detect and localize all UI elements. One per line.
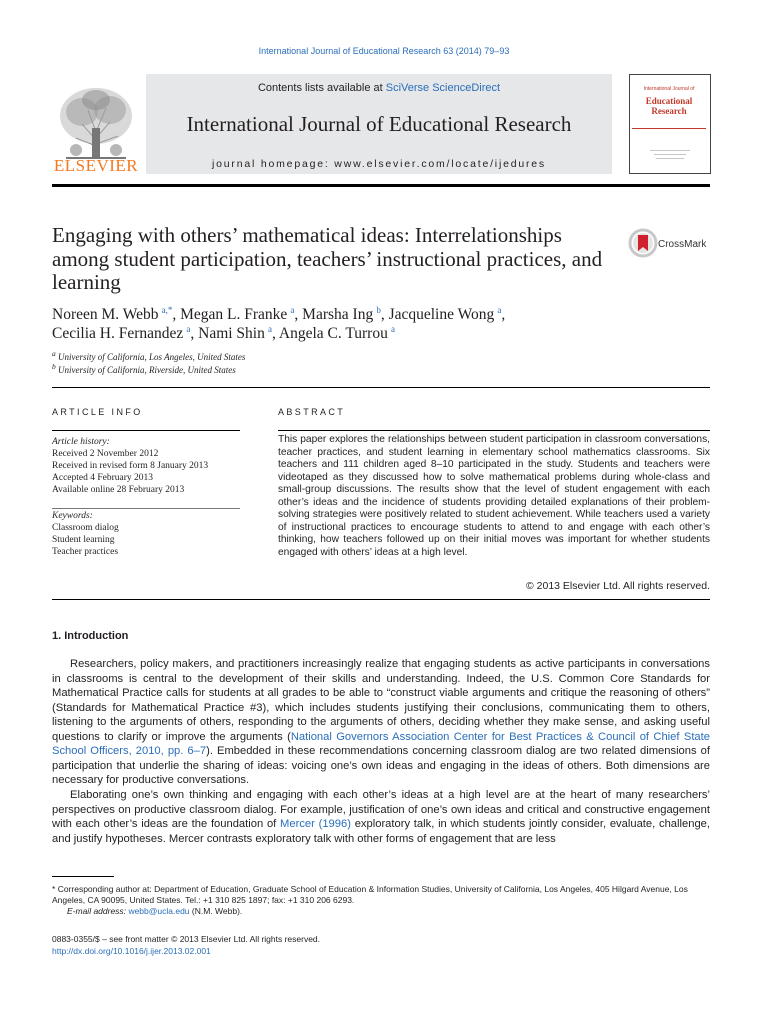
- article-history: [52, 436, 252, 496]
- author-separator: ,: [172, 306, 181, 323]
- citation-link[interactable]: Mercer (1996): [280, 818, 351, 830]
- header-rule: [52, 184, 710, 187]
- author-affiliation-marker[interactable]: a: [267, 324, 272, 334]
- email-suffix: (N.M. Webb).: [189, 906, 243, 916]
- contents-prefix: Contents lists available at: [257, 82, 386, 94]
- journal-homepage[interactable]: journal homepage: www.elsevier.com/locate/ijedures: [212, 158, 546, 170]
- author-affiliation-marker[interactable]: a: [390, 324, 395, 334]
- author-separator: ,: [190, 325, 199, 342]
- paragraph-text: Researchers, policy makers, and practitioners increasingly realize that engaging students as active participants in conversations in classrooms is central to the development of their skills and understanding. Indeed, the U.S. Common Core Standards for Mathematical Practice calls for students at all grades to be able to “construct viable arguments and critique the reasoning of others” (Standards for Mathematical Practice #3), which includes students justifying their conclusions, communicating them to others, listening to the arguments of others, responding to the arguments of others, deciding whether they make sense, and asking useful questions to clarify or improve the arguments (: [52, 658, 710, 743]
- elsevier-logo-text: ELSEVIER: [53, 156, 139, 175]
- keywords: [52, 510, 252, 558]
- body-paragraph: [52, 788, 710, 846]
- paragraph-text: Elaborating one’s own thinking and engaging with each other’s ideas at a high level are at the heart of many researchers’ perspectives on productive classroom dialog. For example, justification of one’s own ideas and critical and constructive engagement with each other’s ideas are the foundation of: [52, 789, 710, 830]
- journal-citation[interactable]: International Journal of Educational Research 63 (2014) 79–93: [258, 46, 510, 56]
- paragraph-text: ). Embedded in these recommendations concerning classroom dialog are two related dimensions of participation that underlie the sharing of ideas: voicing one’s own ideas and engaging in the ideas of others. Both dimensions are necessary for productive conversations.: [52, 745, 710, 786]
- footnote-star: *: [52, 884, 56, 894]
- issn-block: [52, 933, 320, 957]
- history-item: Accepted 4 February 2013: [52, 473, 154, 483]
- author-name: Megan L. Franke: [180, 306, 288, 323]
- cover-text-line: [650, 150, 690, 151]
- history-label: Article history:: [52, 437, 110, 447]
- section-rule: [52, 387, 710, 388]
- cover-small-text: International Journal of: [643, 86, 695, 92]
- sciencedirect-link[interactable]: SciVerse ScienceDirect: [385, 82, 501, 94]
- keyword-item: Teacher practices: [52, 547, 119, 557]
- affiliation-label: b: [52, 362, 56, 371]
- issn-line: 0883-0355/$ – see front matter © 2013 Elsevier Ltd. All rights reserved.: [52, 934, 321, 944]
- abstract-rule: [278, 430, 710, 431]
- author-name: Noreen M. Webb: [52, 306, 159, 323]
- author-affiliation-marker[interactable]: a: [186, 324, 191, 334]
- section-rule: [52, 599, 710, 600]
- keyword-item: Student learning: [52, 535, 115, 545]
- copyright-notice: © 2013 Elsevier Ltd. All rights reserved.: [526, 580, 710, 592]
- article-info-heading: ARTICLE INFO: [52, 407, 143, 417]
- affiliation: [52, 349, 245, 362]
- citation-link[interactable]: National Governors Association Center for Best Practices & Council of Chief State School Officers, 2010, pp. 6–7: [52, 730, 710, 757]
- author-separator: ,: [294, 306, 303, 323]
- affiliation: [52, 362, 236, 375]
- article-info-divider: [52, 508, 240, 509]
- footnote-rule: [52, 876, 114, 877]
- introduction-heading: 1. Introduction: [52, 630, 129, 642]
- author-name: Nami Shin: [198, 325, 265, 342]
- keywords-label: Keywords:: [52, 511, 93, 521]
- cover-title-line: Educational: [645, 96, 693, 106]
- author-separator: ,: [380, 306, 389, 323]
- author-name: Cecilia H. Fernandez: [52, 325, 184, 342]
- author-affiliation-marker[interactable]: b: [376, 305, 381, 315]
- corresponding-author-note: [52, 884, 710, 906]
- email-link[interactable]: webb@ucla.edu: [128, 906, 190, 916]
- affiliation-text: University of California, Los Angeles, United States: [58, 352, 246, 362]
- journal-title: International Journal of Educational Research: [186, 112, 572, 136]
- affiliation-label: a: [52, 349, 56, 358]
- cover-text-line: [656, 158, 684, 159]
- author-affiliation-marker[interactable]: a: [290, 305, 295, 315]
- article-title: Engaging with others’ mathematical ideas: Interrelationships among student participation, teachers’ instructional practices, and learning: [52, 223, 603, 294]
- author-affiliation-marker[interactable]: a,*: [161, 305, 173, 315]
- cover-divider: [632, 128, 706, 129]
- author-separator: ,: [501, 306, 506, 323]
- abstract-text: This paper explores the relationships between student participation in classroom conversations, teacher practices, and student learning in elementary school mathematics classrooms. Six teachers and 111 children aged 8–10 participated in the study. Students and teachers were videotaped as they discussed how to solve mathematical problems during whole-class and small-group discussions. The results show that the level of student engagement with each other’s ideas and the incidence of students providing detailed explanations of their problem-solving strategies were positively related to student achievement. While teachers used a variety of instructional practices to encourage students to attend to and engage with each other’s thinking, how teachers followed up on their initial moves was important for whether students engaged with others’ ideas at a high level.: [278, 434, 710, 558]
- cover-title: [632, 96, 706, 116]
- cover-text-line: [654, 154, 686, 155]
- history-item: Received in revised form 8 January 2013: [52, 461, 209, 471]
- author-name: Marsha Ing: [302, 306, 374, 323]
- body-paragraph: [52, 657, 710, 788]
- author-affiliation-marker[interactable]: a: [497, 305, 502, 315]
- footnote-text: Corresponding author at: Department of Education, Graduate School of Education & Information Studies, University of California, Los Angeles, 405 Hilgard Avenue, Los Angeles, CA 90095, United States. Tel.: +1 310 825 1897; fax: +1 310 206 6293.: [52, 884, 688, 905]
- keyword-item: Classroom dialog: [52, 523, 119, 533]
- author-separator: ,: [271, 325, 279, 342]
- affiliation-text: University of California, Riverside, United States: [58, 365, 236, 375]
- crossmark-icon[interactable]: [628, 228, 714, 258]
- email-line: [52, 906, 710, 917]
- author-name: Angela C. Turrou: [278, 325, 388, 342]
- abstract-heading: ABSTRACT: [278, 407, 346, 417]
- paragraph-text: exploratory talk, in which students jointly consider, evaluate, challenge, and justify hypotheses. Mercer contrasts exploratory talk with other forms of engagement that are less: [52, 818, 710, 845]
- email-label: E-mail address:: [67, 906, 127, 916]
- history-item: Available online 28 February 2013: [52, 485, 185, 495]
- author-list: [52, 305, 672, 343]
- author-name: Jacqueline Wong: [388, 306, 495, 323]
- article-info-rule: [52, 430, 240, 431]
- doi-link[interactable]: http://dx.doi.org/10.1016/j.ijer.2013.02.001: [52, 946, 211, 956]
- history-item: Received 2 November 2012: [52, 449, 159, 459]
- contents-line: [146, 82, 612, 94]
- cover-title-line: Research: [651, 106, 687, 116]
- footnote: [52, 884, 710, 917]
- crossmark-label: CrossMark: [658, 239, 707, 250]
